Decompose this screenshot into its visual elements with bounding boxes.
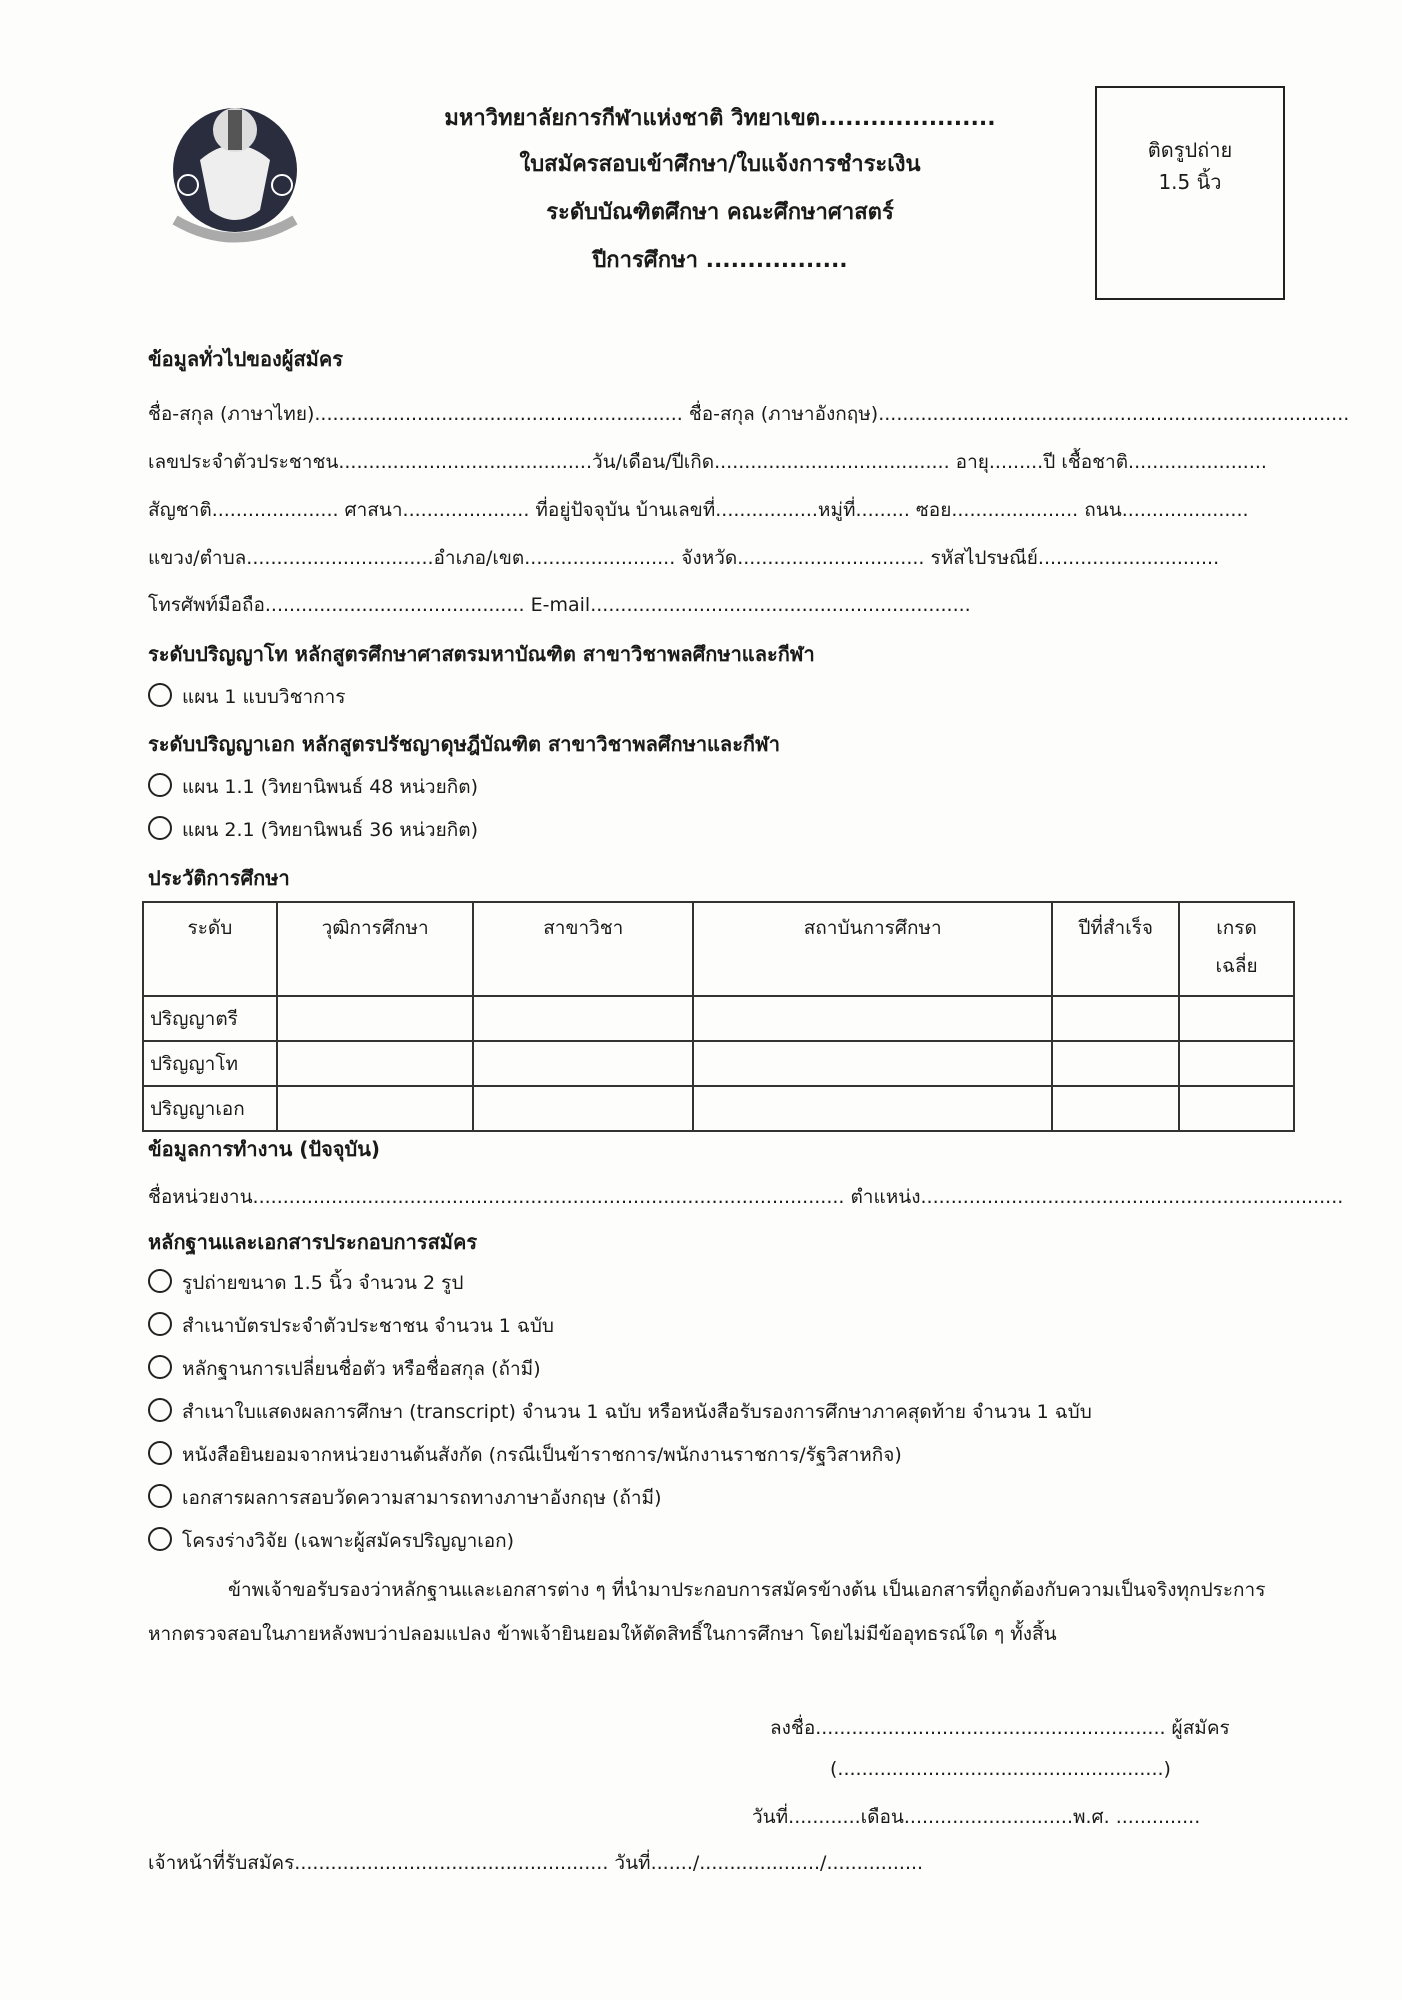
radio-icon[interactable]	[148, 1269, 172, 1293]
doc-proposal-option[interactable]: โครงร่างวิจัย (เฉพาะผู้สมัครปริญญาเอก)	[148, 1526, 514, 1556]
education-table	[142, 901, 1295, 1132]
col-grad-year: ปีที่สำเร็จ	[1052, 902, 1179, 996]
row-label: ปริญญาโท	[143, 1041, 277, 1086]
officer-line[interactable]: เจ้าหน้าที่รับสมัคร.................................................... วันที่......./..................../................	[148, 1852, 924, 1874]
cell[interactable]	[1179, 996, 1294, 1041]
radio-icon[interactable]	[148, 1355, 172, 1379]
name-row[interactable]: ชื่อ-สกุล (ภาษาไทย)............................................................. ชื่อ-สกุล (ภาษาอังกฤษ)..............................................................................	[148, 403, 1350, 425]
col-major: สาขาวิชา	[473, 902, 693, 996]
col-institution: สถาบันการศึกษา	[693, 902, 1052, 996]
printed-name-line[interactable]: (......................................................)	[830, 1758, 1171, 1780]
doctoral-plan21-option[interactable]: แผน 2.1 (วิทยานิพนธ์ 36 หน่วยกิต)	[148, 815, 478, 845]
form-title: ใบสมัครสอบเข้าศึกษา/ใบแจ้งการชำระเงิน	[519, 152, 921, 177]
masters-heading: ระดับปริญญาโท หลักสูตรศึกษาศาสตรมหาบัณฑิต สาขาวิชาพลศึกษาและกีฬา	[148, 642, 815, 666]
address-row[interactable]: สัญชาติ..................... ศาสนา..................... ที่อยู่ปัจจุบัน บ้านเลขที่.................หมู่ที่......... ซอย..................... ถนน.....................	[148, 499, 1249, 521]
id-row[interactable]: เลขประจำตัวประชาชน..........................................วัน/เดือน/ปีเกิด....................................... อายุ.........ปี เชื้อชาติ.......................	[148, 451, 1267, 473]
radio-icon[interactable]	[148, 1441, 172, 1465]
radio-icon[interactable]	[148, 1484, 172, 1508]
cell[interactable]	[1052, 996, 1179, 1041]
university-title: มหาวิทยาลัยการกีฬาแห่งชาติ วิทยาเขต.....................	[444, 106, 996, 131]
doc-photo-option[interactable]: รูปถ่ายขนาด 1.5 นิ้ว จำนวน 2 รูป	[148, 1268, 463, 1298]
doc-transcript-option[interactable]: สำเนาใบแสดงผลการศึกษา (transcript) จำนวน 1 ฉบับ หรือหนังสือรับรองการศึกษาภาคสุดท้าย จำนวน 1 ฉบับ	[148, 1397, 1092, 1427]
photo-size: 1.5 นิ้ว	[1158, 170, 1222, 194]
doc-consent-option[interactable]: หนังสือยินยอมจากหน่วยงานต้นสังกัด (กรณีเป็นข้าราชการ/พนักงานราชการ/รัฐวิสาหกิจ)	[148, 1440, 902, 1470]
university-logo	[160, 90, 310, 250]
signature-line[interactable]: ลงชื่อ.......................................................... ผู้สมัคร	[770, 1717, 1230, 1739]
cell[interactable]	[693, 996, 1052, 1041]
cell[interactable]	[1179, 1041, 1294, 1086]
radio-icon[interactable]	[148, 683, 172, 707]
doc-idcard-option[interactable]: สำเนาบัตรประจำตัวประชาชน จำนวน 1 ฉบับ	[148, 1311, 554, 1341]
photo-label: ติดรูปถ่าย	[1147, 138, 1233, 162]
table-row	[143, 996, 1294, 1041]
cell[interactable]	[1179, 1086, 1294, 1131]
form-subtitle: ระดับบัณฑิตศึกษา คณะศึกษาศาสตร์	[546, 200, 894, 225]
col-level: ระดับ	[143, 902, 277, 996]
radio-icon[interactable]	[148, 773, 172, 797]
cell[interactable]	[473, 996, 693, 1041]
education-heading: ประวัติการศึกษา	[148, 866, 290, 890]
photo-box	[1095, 86, 1285, 300]
sign-date-line[interactable]: วันที่............เดือน............................พ.ศ. ..............	[752, 1806, 1201, 1828]
doc-english-option[interactable]: เอกสารผลการสอบวัดความสามารถทางภาษาอังกฤษ (ถ้ามี)	[148, 1483, 662, 1513]
radio-icon[interactable]	[148, 1398, 172, 1422]
col-degree: วุฒิการศึกษา	[277, 902, 474, 996]
masters-plan1-option[interactable]: แผน 1 แบบวิชาการ	[148, 682, 346, 712]
general-heading: ข้อมูลทั่วไปของผู้สมัคร	[148, 347, 343, 371]
work-heading: ข้อมูลการทำงาน (ปัจจุบัน)	[148, 1137, 381, 1161]
doctoral-heading: ระดับปริญญาเอก หลักสูตรปรัชญาดุษฎีบัณฑิต สาขาวิชาพลศึกษาและกีฬา	[148, 732, 780, 756]
academic-year: ปีการศึกษา .................	[592, 248, 848, 273]
doc-namechange-option[interactable]: หลักฐานการเปลี่ยนชื่อตัว หรือชื่อสกุล (ถ้ามี)	[148, 1354, 541, 1384]
declaration-text: ข้าพเจ้าขอรับรองว่าหลักฐานและเอกสารต่าง ๆ ที่นำมาประกอบการสมัครข้างต้น เป็นเอกสารที่ถูกต้องกับความเป็นจริงทุกประการ หากตรวจสอบในภายหลังพบว่าปลอมแปลง ข้าพเจ้ายินยอมให้ตัดสิทธิ์ในการศึกษา โดยไม่มีข้ออุทธรณ์ใด ๆ ทั้งสิ้น	[148, 1579, 1266, 1645]
documents-heading: หลักฐานและเอกสารประกอบการสมัคร	[148, 1230, 478, 1254]
radio-icon[interactable]	[148, 1527, 172, 1551]
district-row[interactable]: แขวง/ตำบล...............................อำเภอ/เขต......................... จังหวัด............................... รหัสไปรษณีย์..............................	[148, 547, 1220, 569]
cell[interactable]	[693, 1041, 1052, 1086]
cell[interactable]	[277, 1041, 474, 1086]
table-row	[143, 1086, 1294, 1131]
cell[interactable]	[1052, 1041, 1179, 1086]
cell[interactable]	[277, 1086, 474, 1131]
cell[interactable]	[1052, 1086, 1179, 1131]
doctoral-plan11-option[interactable]: แผน 1.1 (วิทยานิพนธ์ 48 หน่วยกิต)	[148, 772, 478, 802]
row-label: ปริญญาเอก	[143, 1086, 277, 1131]
work-row[interactable]: ชื่อหน่วยงาน.................................................................................................. ตำแหน่ง......................................................................	[148, 1186, 1344, 1208]
row-label: ปริญญาตรี	[143, 996, 277, 1041]
cell[interactable]	[473, 1041, 693, 1086]
radio-icon[interactable]	[148, 816, 172, 840]
radio-icon[interactable]	[148, 1312, 172, 1336]
col-gpa: เกรด เฉลี่ย	[1179, 902, 1294, 996]
table-header-row	[143, 902, 1294, 996]
cell[interactable]	[473, 1086, 693, 1131]
contact-row[interactable]: โทรศัพท์มือถือ........................................... E-mail...............................................................	[148, 594, 971, 616]
table-row	[143, 1041, 1294, 1086]
cell[interactable]	[693, 1086, 1052, 1131]
cell[interactable]	[277, 996, 474, 1041]
